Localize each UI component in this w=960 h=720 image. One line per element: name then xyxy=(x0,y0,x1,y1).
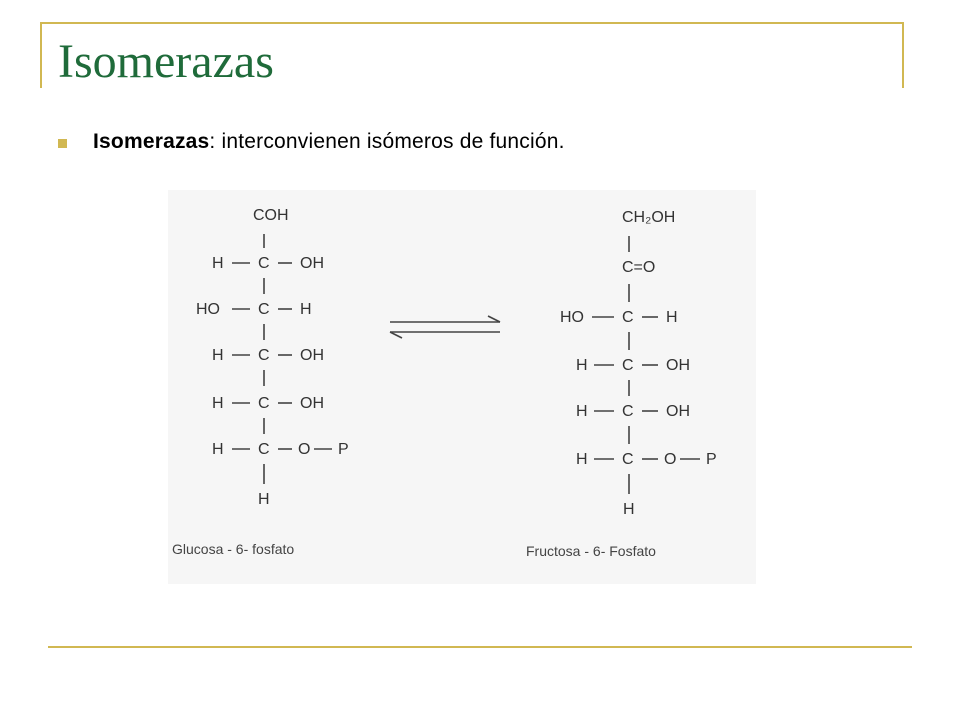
frame-top-line xyxy=(40,22,904,24)
right-row3-carbon: C xyxy=(622,403,634,420)
right-row2-right: OH xyxy=(666,357,690,374)
bullet-term: Isomerazas xyxy=(93,130,210,153)
bullet-square-icon xyxy=(58,139,67,148)
left-row5-oxygen: O xyxy=(298,441,311,458)
left-row4-left: H xyxy=(212,395,224,412)
frame-left-line xyxy=(40,22,42,88)
left-row1-right: OH xyxy=(300,255,324,272)
bullet-item xyxy=(58,130,565,154)
left-row3-carbon: C xyxy=(258,347,270,364)
bullet-text xyxy=(93,130,565,154)
left-row2-right: H xyxy=(300,301,312,318)
right-row4-phosphate: P xyxy=(706,451,717,468)
right-row1-right: H xyxy=(666,309,678,326)
right-row2-carbon: C xyxy=(622,357,634,374)
left-row5-carbon: C xyxy=(258,441,270,458)
left-row3-left: H xyxy=(212,347,224,364)
left-row4-carbon: C xyxy=(258,395,270,412)
right-caption: Fructosa - 6- Fosfato xyxy=(526,543,656,559)
left-row1-left: H xyxy=(212,255,224,272)
left-bottom-group: H xyxy=(258,491,270,508)
right-bottom-group: H xyxy=(623,501,635,518)
left-row3-right: OH xyxy=(300,347,324,364)
bullet-description: : interconvienen isómeros de función. xyxy=(209,130,565,153)
left-row2-carbon: C xyxy=(258,301,270,318)
right-row4-left: H xyxy=(576,451,588,468)
right-row1-carbon: C xyxy=(622,309,634,326)
frame-right-line xyxy=(902,22,904,88)
right-row2-left: H xyxy=(576,357,588,374)
right-row3-left: H xyxy=(576,403,588,420)
right-row4-carbon: C xyxy=(622,451,634,468)
figure-background xyxy=(168,190,756,584)
right-row1-left: HO xyxy=(560,309,584,326)
right-carbonyl: C=O xyxy=(622,259,656,276)
right-row4-oxygen: O xyxy=(664,451,677,468)
right-top-group: CH₂OH xyxy=(622,209,676,226)
left-row1-carbon: C xyxy=(258,255,270,272)
left-top-group: COH xyxy=(253,207,289,224)
slide-title: Isomerazas xyxy=(58,35,274,88)
reaction-diagram xyxy=(168,190,756,584)
left-row5-left: H xyxy=(212,441,224,458)
left-row2-left: HO xyxy=(196,301,220,318)
right-row3-right: OH xyxy=(666,403,690,420)
left-caption: Glucosa - 6- fosfato xyxy=(172,541,295,557)
left-row4-right: OH xyxy=(300,395,324,412)
frame-bottom-line xyxy=(48,646,912,648)
isomerization-figure xyxy=(168,190,756,584)
left-row5-phosphate: P xyxy=(338,441,349,458)
